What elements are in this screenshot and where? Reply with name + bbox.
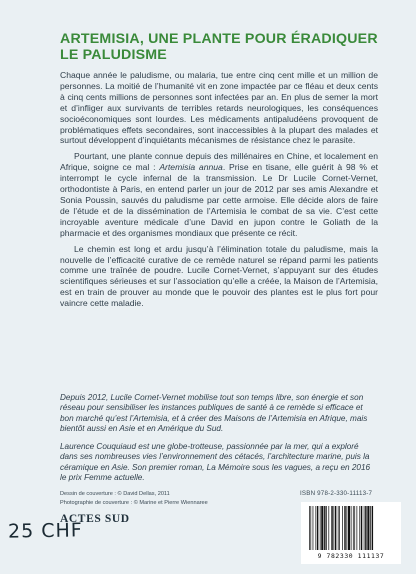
barcode-bar bbox=[339, 506, 340, 550]
barcode-bar bbox=[364, 506, 365, 550]
barcode-bar bbox=[357, 506, 358, 550]
barcode-bar bbox=[365, 506, 366, 550]
barcode-bar bbox=[351, 506, 352, 550]
barcode-bar bbox=[342, 506, 343, 550]
barcode-bar bbox=[348, 506, 350, 550]
barcode-bar bbox=[367, 506, 369, 550]
barcode-bars bbox=[307, 506, 395, 552]
synopsis-paragraph-1: Chaque année le paludisme, ou malaria, tue entre cinq cent mille et un million de personnes. La moitié de l’humanité vit en zone impactée par ce fléau et deux cents à cinq cents millions de personnes sont infectées par an. En plus de semer la mort et d’infliger aux survivants de terribles retards neurologiques, les conséquences socioéconomiques sont lourdes. Les médicaments antipaludéens provoquent de problématiques effets secondaires, sont inaccessibles à la plupart des malades et surtout développent d’inquiétants mécanismes de résistance chez le parasite. bbox=[60, 70, 378, 146]
isbn-number: ISBN 978-2-330-11113-7 bbox=[300, 490, 373, 497]
barcode-bar bbox=[354, 506, 355, 550]
barcode-bar bbox=[359, 506, 360, 550]
barcode-bar bbox=[353, 506, 354, 550]
publisher-logo: ACTES SUD bbox=[60, 513, 130, 525]
paragraph-2-text-b: . Prise en tisane, elle guérit à 98 % et interrompt le cycle infernal de la transmission. Le Dr Lucile Cornet-Vernet, orthodontiste à Paris, en entend parler un jour de 2012 par ses amis Alexandre et Sonia Poussin, sauvés du paludisme par cette armoise. Elle décide alors de faire de l’étude et de la dissémination de l’Artemisia le combat de sa vie. C’est cette incroyable aventure médicale d’une David en jupon contre le Goliath de la pharmacie et des organismes mondiaux que présente ce récit. bbox=[60, 162, 378, 238]
cover-title bbox=[60, 31, 400, 63]
barcode-bar bbox=[346, 506, 347, 550]
barcode-bar bbox=[335, 506, 336, 550]
barcode-bar bbox=[331, 506, 332, 550]
author-bio-2: Laurence Couquiaud est une globe-trotteuse, passionnée par la mer, qui a exploré dans ses nombreuses vies l’environnement des cétacés, l’architecture marine, puis la céramique en Asie. Son premier roman, La Mémoire sous les vagues, a reçu en 2016 le prix Femme actuelle. bbox=[60, 442, 371, 483]
synopsis bbox=[60, 70, 378, 314]
author-bio-1: Depuis 2012, Lucile Cornet-Vernet mobilise tout son temps libre, son énergie et son réseau pour sensibiliser les instances publiques de santé à ce remède si efficace et bon marché qu’est l’Artemisia, et à créer des Maisons de l’Artemisia en Afrique, mais bientôt aussi en Asie et en Amérique du Sud. bbox=[60, 393, 368, 434]
synopsis-paragraph-3: Le chemin est long et ardu jusqu’à l’élimination totale du paludisme, mais la nouvelle de l’efficacité curative de ce remède naturel se répand parmi les patients comme une traînée de poudre. Lucile Cornet-Vernet, s’appuyant sur des études scientifiques sérieuses et sur l’association qu’elle a créée, la Maison de l’Artemisia, est en train de prouver au monde que le pouvoir des plantes est le plus fort pour vaincre cette maladie. bbox=[60, 243, 378, 309]
barcode-bar bbox=[333, 506, 334, 550]
barcode-bar bbox=[317, 506, 318, 550]
title-line-2: LE PALUDISME bbox=[60, 47, 167, 63]
barcode bbox=[301, 502, 401, 564]
barcode-bar bbox=[310, 506, 311, 550]
barcode-bar bbox=[328, 506, 329, 550]
paragraph-2-text-a: Pourtant, une plante connue depuis des millénaires en Chine, et localement en Afrique, soigne ce mal : bbox=[60, 151, 378, 173]
barcode-bar bbox=[324, 506, 325, 550]
barcode-bar bbox=[309, 506, 310, 550]
barcode-bar bbox=[344, 506, 345, 550]
handwritten-price: 25 CHF bbox=[7, 519, 83, 543]
barcode-bar bbox=[361, 506, 362, 550]
barcode-bar bbox=[370, 506, 371, 550]
barcode-bar bbox=[338, 506, 339, 550]
barcode-bar bbox=[326, 506, 327, 550]
barcode-bar bbox=[372, 506, 373, 550]
synopsis-paragraph-2 bbox=[60, 151, 378, 238]
barcode-bar bbox=[315, 506, 316, 550]
barcode-digits: 9 782330 111137 bbox=[317, 552, 385, 560]
title-line-1: ARTEMISIA, UNE PLANTE POUR ÉRADIQUER bbox=[60, 31, 378, 47]
barcode-bar bbox=[313, 506, 314, 550]
barcode-bar bbox=[321, 506, 323, 550]
credit-drawing: Dessin de couverture : © David Dellas, 2011 bbox=[60, 491, 170, 497]
barcode-bar bbox=[320, 506, 321, 550]
plant-name: Artemisia annua bbox=[159, 162, 223, 173]
credit-photo: Photographie de couverture : © Marine et Pierre Wiennaree bbox=[60, 500, 208, 506]
cover-credits bbox=[60, 490, 208, 508]
